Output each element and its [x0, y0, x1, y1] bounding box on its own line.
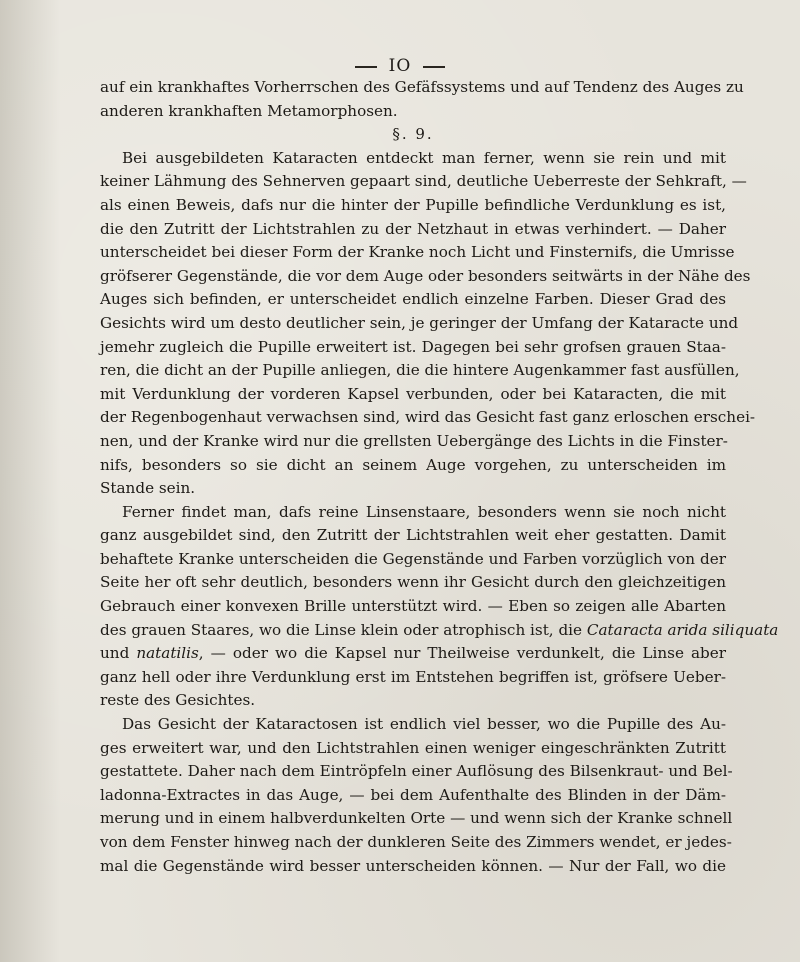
- text-line: anderen krankhaften Metamorphosen.: [100, 101, 398, 120]
- latin-term: Cataracta arida siliquata: [586, 620, 779, 639]
- text-line: auf ein krankhaftes Vorherrschen des Gefäfssystems und auf Tendenz des Auges zu: [100, 78, 744, 96]
- text-segment: und: [100, 644, 137, 663]
- latin-term: natatilis: [136, 644, 199, 663]
- text-line: als einen Beweis, dafs nur die hinter der Pupille befindliche Verdunklung es ist,: [100, 195, 726, 214]
- text-line: die den Zutritt der Lichtstrahlen zu der Netzhaut in etwas verhindert. — Daher: [100, 219, 726, 238]
- text-line: mit Verdunklung der vorderen Kapsel verbunden, oder bei Kataracten, die mit: [100, 384, 726, 403]
- header-dash-right: [423, 66, 445, 68]
- text-segment: des grauen Staares, wo die Linse klein oder atrophisch ist, die: [100, 620, 587, 639]
- text-line: Seite her oft sehr deutlich, besonders wenn ihr Gesicht durch den gleichzeitigen: [100, 573, 726, 592]
- text-line: ganz hell oder ihre Verdunklung erst im Entstehen begriffen ist, gröfsere Ueber-: [100, 667, 726, 686]
- text-line: mal die Gegenstände wird besser unterscheiden können. — Nur der Fall, wo die: [100, 856, 726, 875]
- text-line: [100, 619, 779, 643]
- text-line: Gesichts wird um desto deutlicher sein, je geringer der Umfang der Kataracte und: [100, 313, 739, 332]
- text-line: Gebrauch einer konvexen Brille unterstützt wird. — Eben so zeigen alle Abarten: [100, 597, 726, 616]
- page-number: IO: [388, 56, 412, 76]
- text-line: keiner Lähmung des Sehnerven gepaart sind, deutliche Ueberreste der Sehkraft, —: [100, 172, 747, 191]
- text-line: nen, und der Kranke wird nur die grellsten Uebergänge des Lichts in die Finster-: [100, 431, 728, 450]
- text-line: der Regenbogenhaut verwachsen sind, wird das Gesicht fast ganz erloschen erschei-: [100, 408, 756, 427]
- text-line: unterscheidet bei dieser Form der Kranke noch Licht und Finsternifs, die Umrisse: [100, 243, 735, 262]
- text-line: behaftete Kranke unterscheiden die Gegenstände und Farben vorzüglich von der: [100, 549, 726, 568]
- text-line: nifs, besonders so sie dicht an seinem Auge vorgehen, zu unterscheiden im: [100, 455, 726, 474]
- text-line: Ferner findet man, dafs reine Linsenstaare, besonders wenn sie noch nicht: [122, 502, 726, 521]
- page-header: [0, 56, 800, 76]
- header-dash-left: [355, 66, 377, 68]
- text-line: reste des Gesichtes.: [100, 691, 256, 710]
- text-line: gestattete. Daher nach dem Eintröpfeln einer Auflösung des Bilsenkraut- und Bel-: [100, 762, 733, 781]
- text-line: jemehr zugleich die Pupille erweitert ist. Dagegen bei sehr grofsen grauen Staa-: [100, 337, 726, 356]
- text-line: gröfserer Gegenstände, die vor dem Auge oder besonders seitwärts in der Nähe des: [100, 266, 751, 285]
- body-text: [100, 76, 779, 878]
- text-line: Stande sein.: [100, 479, 196, 498]
- text-line: von dem Fenster hinweg nach der dunkleren Seite des Zimmers wendet, er jedes-: [100, 833, 732, 851]
- text-line: Auges sich befinden, er unterscheidet endlich einzelne Farben. Dieser Grad des: [100, 290, 726, 309]
- text-line: Das Gesicht der Kataractosen ist endlich viel besser, wo die Pupille des Au-: [122, 715, 726, 734]
- text-line: [100, 642, 726, 666]
- text-line: ges erweitert war, und den Lichtstrahlen einen weniger eingeschränkten Zutritt: [100, 738, 726, 757]
- text-line: Bei ausgebildeten Kataracten entdeckt man ferner, wenn sie rein und mit: [122, 148, 726, 167]
- text-line: ren, die dicht an der Pupille anliegen, die die hintere Augenkammer fast ausfüllen,: [100, 361, 740, 380]
- section-heading: §. 9.: [392, 125, 434, 144]
- text-line: ladonna-Extractes in das Auge, — bei dem Aufenthalte des Blinden in der Däm-: [100, 785, 726, 804]
- text-segment: , — oder wo die Kapsel nur Theilweise verdunkelt, die Linse aber: [198, 644, 726, 663]
- text-line: merung und in einem halbverdunkelten Orte — und wenn sich der Kranke schnell: [100, 809, 733, 828]
- text-line: ganz ausgebildet sind, den Zutritt der Lichtstrahlen weit eher gestatten. Damit: [100, 526, 726, 545]
- page-gutter-shadow: [0, 0, 60, 962]
